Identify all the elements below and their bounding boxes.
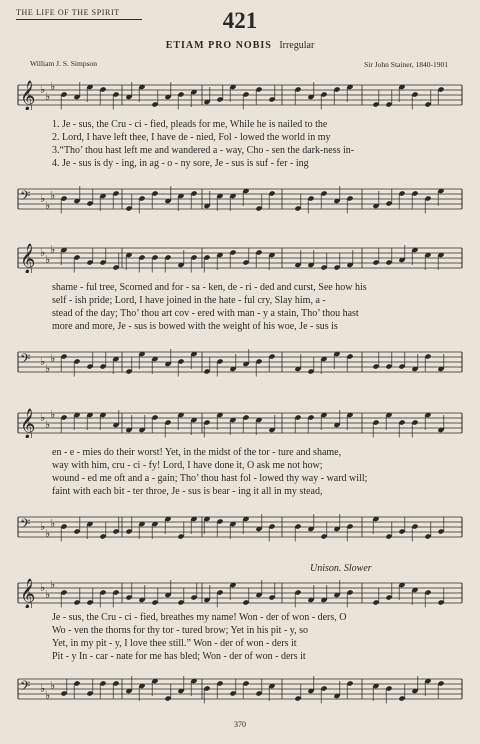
composer: Sir John Stainer, 1840-1901 bbox=[364, 60, 448, 69]
treble-clef-icon: 𝄞 bbox=[20, 81, 36, 110]
bass-staff bbox=[14, 347, 466, 377]
lyric-verse-1: 1. Je - sus, the Cru - ci - fied, pleads for me, While he is nailed to the bbox=[52, 119, 328, 130]
flat-icon: ♭ bbox=[45, 527, 51, 540]
hymn-number: 421 bbox=[222, 8, 258, 33]
flat-icon: ♭ bbox=[40, 355, 46, 368]
flat-icon: ♭ bbox=[50, 80, 56, 93]
staff-notation bbox=[14, 512, 466, 542]
flat-icon: ♭ bbox=[45, 90, 51, 103]
treble-staff bbox=[14, 578, 466, 608]
author: William J. S. Simpson bbox=[30, 59, 97, 68]
page-number: 370 bbox=[234, 720, 246, 729]
lyric-verse-3: wound - ed me oft and a - gain; Tho’ thou hast fol - lowed thy way - ward will; bbox=[52, 473, 368, 484]
lyric-verse-1: Je - sus, the Cru - ci - fied, breathes my name! Won - der of won - ders, O bbox=[52, 612, 347, 623]
treble-staff bbox=[14, 80, 466, 110]
lyric-verse-4: Pit - y In - car - nate for me has bled; Won - der of won - ders it bbox=[52, 651, 306, 662]
flat-icon: ♭ bbox=[50, 352, 56, 365]
flat-icon: ♭ bbox=[40, 581, 46, 594]
lyric-verse-2: self - ish pride; Lord, I have joined in the hate - ful cry, Slay him, a - bbox=[52, 295, 326, 306]
flat-icon: ♭ bbox=[40, 83, 46, 96]
music-system-2 bbox=[14, 235, 466, 380]
flat-icon: ♭ bbox=[50, 679, 56, 692]
staff-notation bbox=[14, 243, 466, 273]
bass-clef-icon: 𝄢 bbox=[20, 678, 31, 697]
treble-clef-icon: 𝄞 bbox=[20, 244, 36, 273]
flat-icon: ♭ bbox=[40, 682, 46, 695]
treble-staff bbox=[14, 408, 466, 438]
bass-clef-icon: 𝄢 bbox=[20, 351, 31, 370]
lyric-verse-4: 4. Je - sus is dy - ing, in ag - o - ny sore, Je - sus is suf - fer - ing bbox=[52, 158, 309, 169]
performance-direction: Unison. Slower bbox=[310, 563, 372, 574]
treble-clef-icon: 𝄞 bbox=[20, 409, 36, 438]
flat-icon: ♭ bbox=[45, 253, 51, 266]
flat-icon: ♭ bbox=[50, 578, 56, 591]
staff-notation bbox=[14, 578, 466, 608]
lyric-verse-3: 3.“Tho’ thou hast left me and wandered a - way, Cho - sen the dark-ness in- bbox=[52, 145, 355, 156]
flat-icon: ♭ bbox=[50, 517, 56, 530]
music-system-3 bbox=[14, 400, 466, 545]
lyric-verse-2: Wo - ven the thorns for thy tor - tured brow; Yet in his pit - y, so bbox=[52, 625, 309, 636]
treble-clef-icon: 𝄞 bbox=[20, 579, 36, 608]
bass-clef-icon: 𝄢 bbox=[20, 188, 31, 207]
hymn-title bbox=[0, 40, 480, 51]
flat-icon: ♭ bbox=[45, 689, 51, 702]
treble-staff bbox=[14, 243, 466, 273]
flat-icon: ♭ bbox=[45, 588, 51, 601]
staff-notation bbox=[14, 674, 466, 704]
lyric-verse-1: en - e - mies do their worst! Yet, in the midst of the tor - ture and shame, bbox=[52, 447, 342, 458]
staff-notation bbox=[14, 408, 466, 438]
staff-notation bbox=[14, 80, 466, 110]
staff-notation bbox=[14, 347, 466, 377]
section-header: THE LIFE OF THE SPIRIT bbox=[16, 8, 120, 17]
meter: Irregular bbox=[279, 40, 315, 51]
flat-icon: ♭ bbox=[40, 192, 46, 205]
flat-icon: ♭ bbox=[45, 199, 51, 212]
lyric-verse-3: Yet, in my pit - y, I love thee still.” Won - der of won - ders it bbox=[52, 638, 297, 649]
music-system-4 bbox=[14, 570, 466, 715]
flat-icon: ♭ bbox=[40, 520, 46, 533]
tune-name: ETIAM PRO NOBIS bbox=[165, 40, 272, 51]
staff-notation bbox=[14, 184, 466, 214]
flat-icon: ♭ bbox=[50, 243, 56, 256]
bass-staff bbox=[14, 674, 466, 704]
lyric-verse-4: faint with each bit - ter throe, Je - sus is bear - ing it all in my stead, bbox=[52, 486, 323, 497]
lyric-verse-3: stead of the day; Tho’ thou art cov - ered with man - y a stain, Tho’ thou hast bbox=[52, 308, 359, 319]
lyric-verse-4: more and more, Je - sus is bowed with the weight of his woe, Je - sus is bbox=[52, 321, 338, 332]
bass-staff bbox=[14, 184, 466, 214]
lyric-verse-2: 2. Lord, I have left thee, I have de - nied, Fol - lowed the world in my bbox=[52, 132, 331, 143]
flat-icon: ♭ bbox=[45, 418, 51, 431]
bass-staff bbox=[14, 512, 466, 542]
flat-icon: ♭ bbox=[50, 408, 56, 421]
flat-icon: ♭ bbox=[40, 411, 46, 424]
music-system-1 bbox=[14, 72, 466, 217]
flat-icon: ♭ bbox=[45, 362, 51, 375]
flat-icon: ♭ bbox=[50, 189, 56, 202]
lyric-verse-1: shame - ful tree, Scorned and for - sa - ken, de - ri - ded and curst, See how his bbox=[52, 282, 367, 293]
bass-clef-icon: 𝄢 bbox=[20, 516, 31, 535]
lyric-verse-2: way with him, cru - ci - fy! Lord, I have done it, O ask me not how; bbox=[52, 460, 323, 471]
flat-icon: ♭ bbox=[40, 246, 46, 259]
